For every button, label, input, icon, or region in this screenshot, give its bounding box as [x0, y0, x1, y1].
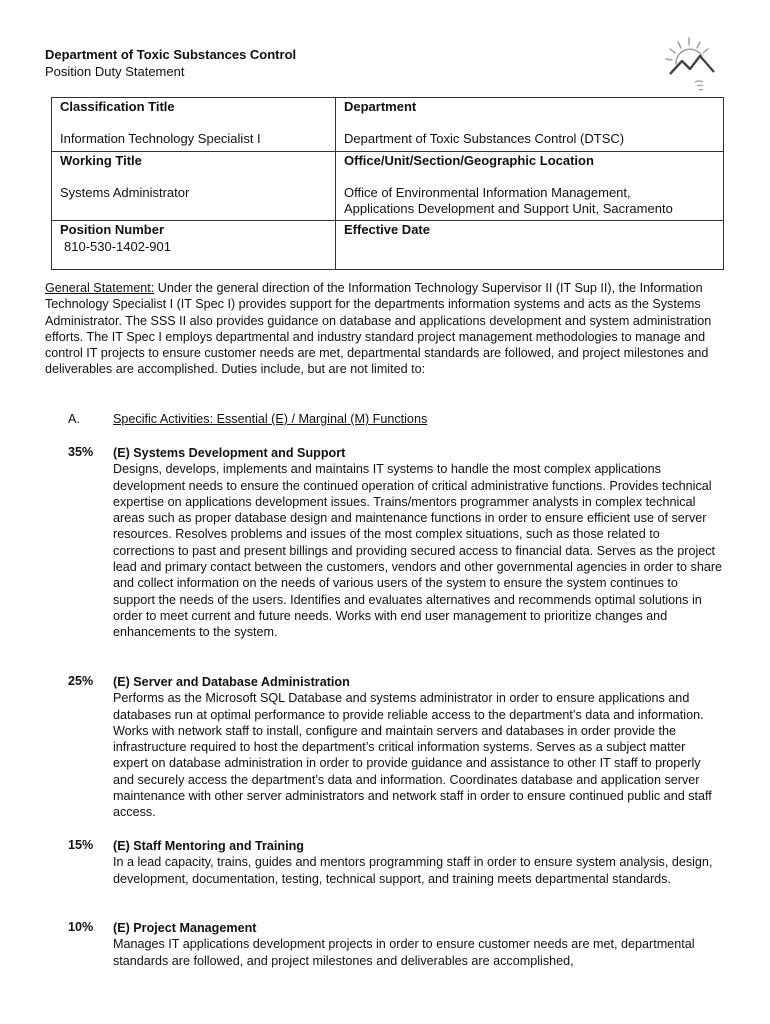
- duty-percent: 25%: [68, 674, 94, 688]
- classification-title-value: Information Technology Specialist I: [60, 131, 261, 147]
- location-cell: [336, 151, 724, 221]
- sun-mountain-logo-icon: [662, 34, 724, 98]
- duty-item: [68, 838, 728, 887]
- table-row: [52, 98, 724, 152]
- position-info-table: [51, 97, 724, 270]
- duty-percent: 15%: [68, 838, 94, 852]
- duty-text: In a lead capacity, trains, guides and mentors programming staff in order to ensure system analysis, design, development, documentation, testing, technical support, and training meets departmental standards.: [113, 855, 713, 886]
- department-cell: [336, 98, 724, 152]
- classification-title-label: Classification Title: [60, 99, 175, 114]
- duty-item: [68, 674, 728, 821]
- effective-date-cell: [336, 221, 724, 270]
- working-title-value: Systems Administrator: [60, 184, 190, 200]
- department-label: Department: [344, 99, 417, 114]
- location-value-line1: Office of Environmental Information Management,: [344, 184, 631, 200]
- table-row: [52, 151, 724, 221]
- section-letter: A.: [68, 412, 80, 426]
- effective-date-label: Effective Date: [344, 222, 430, 238]
- general-statement: [45, 280, 730, 378]
- classification-title-cell: [52, 98, 336, 152]
- general-statement-text: Under the general direction of the Information Technology Supervisor II (IT Sup II), the Information Technology Specialist I (IT Spec I) provides support for the departments information systems and acts as the Systems Administrator. The SSS II also provides guidance on database and applications development and system administration efforts. The IT Spec I employs departmental and industry standard project management methodologies to manage and control IT projects to ensure customer needs are met, departmental standards are followed, and project milestones and deliverables are accomplished. Duties include, but are not limited to:: [45, 281, 712, 377]
- duty-title: (E) Project Management: [113, 921, 257, 935]
- organization-name: Department of Toxic Substances Control: [45, 47, 297, 62]
- duty-percent: 35%: [68, 445, 94, 459]
- duty-text: Performs as the Microsoft SQL Database and systems administrator in order to ensure applications and databases run at optimal performance to provide reliable access to the department’s data and information. Works with network staff to install, configure and maintain servers and databases in order provide the infrastructure required to host the department’s critical information systems. Serves as a subject matter expert on database administration in order to provide guidance and assistance to other IT staff to properly and securely access the department’s data and information. Coordinates database and application server maintenance with other server administrators and network staff in order to ensure continued public and staff access.: [113, 691, 712, 820]
- position-number-cell: [52, 221, 336, 270]
- position-number-label: Position Number: [60, 222, 165, 238]
- table-row: [52, 221, 724, 270]
- duty-title: (E) Staff Mentoring and Training: [113, 839, 304, 853]
- duty-title: (E) Systems Development and Support: [113, 446, 346, 460]
- duty-text: Designs, develops, implements and maintains IT systems to handle the most complex applications development needs to ensure the continued operation of critical administrative functions. Provides technical expertise on applications development issues. Trains/mentors programmer analysts in complex technical areas such as proper database design and maintenance functions in order to ensure efficient use of server resources. Resolves problems and issues of the most complex situations, such as those related to corrections to past and present billings and providing secured access to financial data. Serves as the project lead and primary contact between the customers, vendors and other governmental agencies in order to share and collect information on the needs of various users of the system to ensure the system continues to support the needs of the users. Identifies and evaluates alternatives and recommends optimal solutions in order to meet current and future needs. Works with end user management to prioritize changes and enhancements to the system.: [113, 462, 723, 640]
- working-title-label: Working Title: [60, 152, 142, 168]
- general-statement-label: General Statement:: [45, 281, 155, 295]
- location-value-line2: Applications Development and Support Unit, Sacramento: [344, 201, 673, 217]
- position-number-value: 810-530-1402-901: [64, 238, 171, 254]
- duty-item: [68, 920, 728, 969]
- duty-text: Manages IT applications development projects in order to ensure customer needs are met, departmental standards are followed, and project milestones and deliverables are accomplished,: [113, 937, 695, 968]
- location-label: Office/Unit/Section/Geographic Location: [344, 152, 594, 168]
- working-title-cell: [52, 151, 336, 221]
- duty-percent: 10%: [68, 920, 94, 934]
- section-title: Specific Activities: Essential (E) / Marginal (M) Functions: [113, 412, 428, 426]
- duty-title: (E) Server and Database Administration: [113, 675, 350, 689]
- document-type: Position Duty Statement: [45, 64, 185, 79]
- duty-item: [68, 445, 728, 641]
- department-value: Department of Toxic Substances Control (DTSC): [344, 131, 625, 147]
